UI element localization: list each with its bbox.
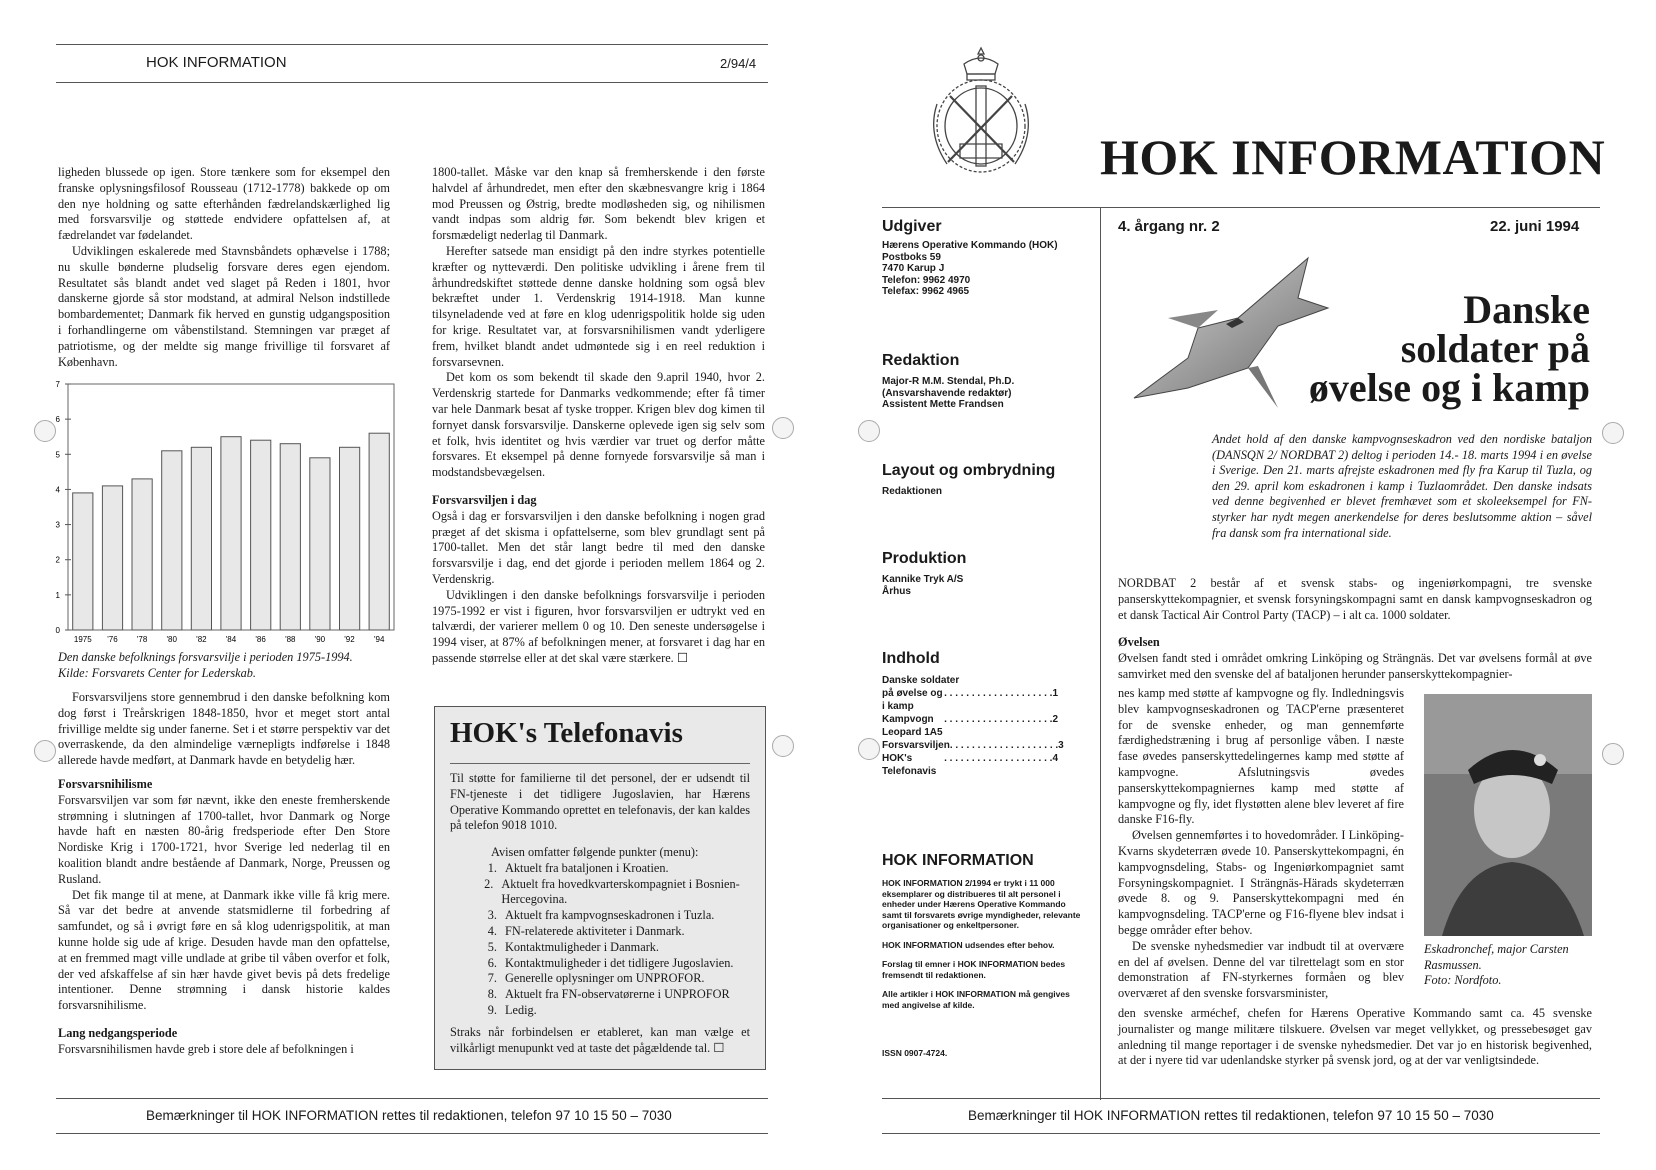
produktion-line: Århus bbox=[882, 585, 911, 597]
paragraph: Udviklingen eskalerede med Stavnsbåndets ophævelse i 1788; nu skulle bønderne pludselig forsvare deres egen ejendom. Resultatet sås blandt andet ved slaget på Reden i 1801, hvor danskerne gjorde så stor modstand, at admiral Nelson indstillede bombardementet; Danmark fik herved en gunstig udgangsposition i forhandlingerne om våbenstilstand. Stemningen var præget af patriotisme, og der meldte sig mange frivillige til forsvaret af København. bbox=[58, 243, 390, 369]
telefonavis-box bbox=[434, 706, 766, 1070]
menu-item-text: Aktuelt fra kampvognseskadronen i Tuzla. bbox=[505, 908, 715, 923]
headline bbox=[1250, 287, 1590, 410]
paragraph: NORDBAT 2 består af et svensk stabs- og ingeniørkompagni, tre svenske panserskyttekompagnier, et svensk forsyningskompagni samt en dansk kampvognseskadron og et dansk Tactical Air Control Party (TACP) – i alt ca. 1000 soldater. bbox=[1118, 576, 1592, 622]
menu-item-number: 7. bbox=[487, 971, 497, 986]
footer-rule-bottom bbox=[882, 1133, 1600, 1134]
chart-x-axis bbox=[74, 635, 385, 644]
headline-line: øvelse og i kamp bbox=[1308, 365, 1590, 410]
toc-entry[interactable] bbox=[882, 687, 1058, 713]
menu-item bbox=[475, 877, 755, 909]
army-emblem-icon bbox=[922, 44, 1040, 182]
colophon-info bbox=[882, 852, 1082, 1060]
menu-item bbox=[475, 908, 755, 924]
photo-caption-line: Foto: Nordfoto. bbox=[1424, 973, 1502, 987]
left-footer: Bemærkninger til HOK INFORMATION rettes til redaktionen, telefon 97 10 15 50 – 7030 bbox=[146, 1108, 672, 1123]
forsvarsvilje-chart bbox=[52, 378, 397, 650]
menu-item-text: Aktuelt fra FN-observatørerne i UNPROFOR bbox=[505, 987, 730, 1002]
udgiver-details bbox=[882, 240, 1092, 298]
article-final bbox=[1118, 1006, 1592, 1069]
chart-x-tick-label: '88 bbox=[285, 635, 296, 644]
footer-rule-top bbox=[56, 1098, 768, 1099]
colophon-layout bbox=[882, 462, 1092, 498]
colophon-heading-produktion: Produktion bbox=[882, 550, 967, 567]
chart-y-axis bbox=[56, 380, 71, 635]
menu-item bbox=[475, 987, 755, 1003]
colophon-heading-info: HOK INFORMATION bbox=[882, 852, 1034, 869]
left-col1-top bbox=[58, 165, 390, 370]
menu-intro: Avisen omfatter følgende punkter (menu): bbox=[491, 845, 699, 859]
chart-x-tick-label: '84 bbox=[225, 635, 237, 644]
chart-x-tick-label: '92 bbox=[344, 635, 355, 644]
chart-y-tick-label: 5 bbox=[55, 450, 60, 460]
menu-list bbox=[475, 861, 755, 1019]
photo-caption bbox=[1424, 942, 1569, 989]
menu-item-number: 4. bbox=[487, 923, 497, 938]
telefonavis-menu bbox=[475, 845, 755, 1019]
info-distribution: HOK INFORMATION 2/1994 er trykt i 11 000 eksemplarer og distribueres til alt personel i enheder under Hærens Operative Kommando samt til forsvarets øvrige myndigheder, relevante organisationer og enkeltpersoner. bbox=[882, 878, 1081, 930]
toc-page: 4 bbox=[1052, 753, 1058, 764]
toc-page: 3 bbox=[1058, 740, 1064, 751]
chart-x-tick-label: '80 bbox=[166, 635, 177, 644]
chart-x-tick-label: '86 bbox=[255, 635, 266, 644]
colophon-heading-layout: Layout og ombrydning bbox=[882, 462, 1056, 479]
menu-item bbox=[475, 924, 755, 940]
chart-y-tick-label: 4 bbox=[55, 485, 60, 495]
table-of-contents bbox=[882, 674, 1064, 778]
colophon-indhold bbox=[882, 650, 1064, 778]
chart-x-tick-label: '82 bbox=[196, 635, 207, 644]
chart-y-tick-label: 6 bbox=[55, 415, 60, 425]
telefonavis-title: HOK's Telefonavis bbox=[450, 717, 683, 749]
headline-line: Danske bbox=[1463, 287, 1590, 332]
punch-hole bbox=[858, 738, 880, 760]
chart-x-tick-label: '78 bbox=[136, 635, 148, 644]
subheading: Øvelsen bbox=[1118, 635, 1160, 650]
toc-label: på øvelse og i kamp bbox=[882, 688, 943, 712]
chart-bar bbox=[102, 486, 122, 630]
colophon-heading-indhold: Indhold bbox=[882, 650, 940, 667]
punch-hole bbox=[1602, 743, 1624, 765]
photo-caption-line: Rasmussen. bbox=[1424, 957, 1482, 972]
toc-label: Kampvogn Leopard 1A5 bbox=[882, 714, 943, 738]
menu-item-number: 2. bbox=[484, 876, 494, 891]
footer-rule-top bbox=[882, 1098, 1600, 1099]
chart-y-tick-label: 0 bbox=[55, 626, 60, 635]
toc-label: Forsvarsviljen bbox=[882, 740, 950, 751]
chart-bar bbox=[251, 440, 271, 630]
chart-x-tick-label: '76 bbox=[107, 635, 118, 644]
udgiver-line: Telefax: 9962 4965 bbox=[882, 286, 970, 297]
layout-details: Redaktionen bbox=[882, 486, 943, 497]
chart-x-tick-label: '90 bbox=[314, 635, 326, 644]
toc-entry[interactable] bbox=[882, 713, 1058, 739]
chart-caption-source: Kilde: Forsvarets Center for Lederskab. bbox=[58, 665, 256, 680]
paragraph: Øvelsen fandt sted i området omkring Linköping og Strängnäs. Det var øvelsens formål at øve samvirket med den svenske del af bataljonen herunder panserskyttekompagnier- bbox=[1118, 651, 1592, 681]
udgiver-line: 7470 Karup J bbox=[882, 263, 945, 274]
paragraph: Forsvarsviljen var som før nævnt, ikke den eneste fremherskende strømning i slutningen af 1700-tallet, hvor Danmark og Norge havde haft en næsten 80-årig fredsperiode efter Den Store Nordiske Krig i 1700-1721, hvor Sverige led nederlag til en koalition blandt andre bestående af Danmark, Norge, Preussen og Rusland. bbox=[58, 792, 390, 886]
chart-bar bbox=[191, 447, 211, 630]
telefonavis-intro: Til støtte for familierne til det personel, der er udsendt til FN-tjeneste i det tidligere Jugoslavien, har Hærens Operative Kommando oprettet en telefonavis, der kan kaldes på telefon 9018 1010. bbox=[450, 771, 750, 833]
menu-item bbox=[475, 861, 755, 877]
article-lead: Andet hold af den danske kampvognseskadron ved den nordiske bataljon (DANSQN 2/ NORDBAT 2) deltog i perioden 14.- 18. marts 1994 i en øvelse i Sverige. Den 21. marts afrejste eskadronen med fly fra Karup til Tuzla, og den 29. april kom eskadronen i kamp i Tuzlaområdet. Den danske indsats ved denne begivenhed er blevet fremhævet som et skoleeksempel for FN-styrker har nydt megen anerkendelse for deres beslutsomme aktion – såvel fra dansk som fra international side. bbox=[1212, 432, 1592, 540]
photo-caption-line: Eskadronchef, major Carsten bbox=[1424, 942, 1569, 956]
menu-item-text: Generelle oplysninger om UNPROFOR. bbox=[505, 971, 705, 986]
redaktion-line: (Ansvarshavende redaktør) bbox=[882, 387, 1012, 399]
toc-label: HOK's Telefonavis bbox=[882, 753, 937, 777]
masthead-rule bbox=[882, 207, 1600, 208]
subheading: Forsvarsviljen i dag bbox=[432, 492, 537, 507]
paragraph: De svenske nyhedsmedier var indbudt til at overvære en del af øvelsen. Denne del var tilrettelagt som en stor demonstration af FN-styrkernes formåen og blev overværet af den svenske forsvarsminister, bbox=[1118, 938, 1404, 1001]
telefonavis-outro: Straks når forbindelsen er etableret, kan man vælge et vilkårligt menupunkt ved at taste det pågældende tal. ☐ bbox=[450, 1025, 750, 1055]
menu-item-text: Kontaktmuligheder i Danmark. bbox=[505, 939, 660, 954]
chart-bar bbox=[73, 493, 93, 630]
menu-item-number: 8. bbox=[487, 987, 497, 1002]
redaktion-line: Major-R M.M. Stendal, Ph.D. bbox=[882, 376, 1015, 387]
info-frequency: HOK INFORMATION udsendes efter behov. bbox=[882, 939, 1055, 950]
chart-bar bbox=[280, 444, 300, 630]
chart-y-tick-label: 3 bbox=[55, 520, 60, 530]
left-col1-bottom bbox=[58, 690, 390, 1058]
chart-y-tick-label: 1 bbox=[55, 590, 60, 600]
issn: ISSN 0907-4724. bbox=[882, 1048, 948, 1058]
right-footer: Bemærkninger til HOK INFORMATION rettes til redaktionen, telefon 97 10 15 50 – 7030 bbox=[968, 1108, 1494, 1123]
footer-rule-bottom bbox=[56, 1133, 768, 1134]
info-suggestions: Forslag til emner i HOK INFORMATION bedes fremsendt til redaktionen. bbox=[882, 959, 1066, 980]
menu-item-text: Kontaktmuligheder i det tidligere Jugoslavien. bbox=[505, 955, 734, 970]
colophon-redaktion bbox=[882, 352, 1092, 411]
toc-leader: . . . . . . . . . . . . . . . . . . . . bbox=[944, 714, 1053, 725]
chart-caption-title: Den danske befolknings forsvarsvilje i perioden 1975-1994. bbox=[58, 650, 353, 664]
paragraph: Øvelsen gennemførtes i to hovedområder. I Linköping-Kvarns skydeterræn øvede 10. Panserskyttekompagni, én kampvognsdeling, Stabs- og Ingeniørkompagniet samt Forsyningskompagniet. I Strängnäs-Härads skydeterræn øvede 8. og 9. Panserskyttekompagni med én kampvognsdeling. TACP'erne og F16-flyene blev indsat i begge områder efter behov. bbox=[1118, 828, 1404, 937]
paragraph: ligheden blussede op igen. Store tænkere som for eksempel den franske oplysningsfilosof Rousseau (1712-1778) bakkede op om den nye holdning og satte efterhånden fædrelandskærlighed lig med forsvarsvilje og støttede endvidere opfattelsen af, at fædrelandet var fødelandet. bbox=[58, 165, 390, 243]
article-intro bbox=[1118, 576, 1592, 683]
colophon-divider bbox=[1100, 208, 1101, 1100]
redaktion-details bbox=[882, 376, 1092, 411]
menu-item-number: 1. bbox=[487, 860, 497, 875]
paragraph: Det kom os som bekendt til skade den 9.april 1940, hvor 2. Verdenskrig startede for Danmarks vedkommende; efter få timer var hele Danmark besat af tyske tropper. Krigen blev dog kimen til fornyet dansk forsvarsvilje. Danskerne oplevede igen sig selv som et folk, hvis identitet og hvis værdier var truet og derfor måtte forsvares. Et eksempel på denne fornyede forsvarsvilje så man i modstandsbevægelsen. bbox=[432, 370, 765, 480]
punch-hole bbox=[772, 735, 794, 757]
chart-x-tick-label: '94 bbox=[373, 635, 385, 644]
header-rule-bottom bbox=[56, 82, 768, 83]
masthead-title: HOK INFORMATION bbox=[1100, 129, 1606, 185]
chart-bars bbox=[73, 433, 390, 630]
menu-item-number: 9. bbox=[487, 1002, 497, 1017]
produktion-details bbox=[882, 574, 1092, 597]
paragraph: Forsvarsnihilismen havde greb i store dele af befolkningen i bbox=[58, 1041, 354, 1056]
chart-bar bbox=[132, 479, 152, 630]
paragraph: den svenske arméchef, chefen for Hærens Operative Kommando samt ca. 45 svenske journalister og mange militære tilskuere. Øvelsen var meget vellykket, og pressebesøget gav anledning til mange reportager i de svenske nyhedsmedier. Det var jo en historisk begivenhed, at der i nyere tid var udenlandske styrker på svensk jord, og at der var venligtsindede. bbox=[1118, 1006, 1592, 1068]
menu-item bbox=[475, 1003, 755, 1019]
colophon-heading-redaktion: Redaktion bbox=[882, 352, 960, 369]
redaktion-line: Assistent Mette Frandsen bbox=[882, 399, 1004, 410]
left-col2 bbox=[432, 165, 765, 667]
udgiver-line: Telefon: 9962 4970 bbox=[882, 274, 971, 286]
udgiver-line: Postboks 59 bbox=[882, 251, 941, 263]
menu-item-text: FN-relaterede aktiviteter i Danmark. bbox=[505, 923, 685, 938]
article-narrow-column bbox=[1118, 686, 1404, 1002]
udgiver-line: Hærens Operative Kommando (HOK) bbox=[882, 240, 1058, 251]
punch-hole bbox=[34, 420, 56, 442]
punch-hole bbox=[1602, 422, 1624, 444]
toc-leader: . . . . . . . . . . . . . . . . . . . . bbox=[944, 688, 1053, 699]
chart-bar bbox=[369, 433, 389, 630]
paragraph: Forsvarsviljens store gennembrud i den danske befolkning kom dog først i Treårskrigen 1848-1850, hvor et meget stort antal frivillige meldte sig under fanerne. Set i et større perspektiv var det overraskende, da den almindelige værnepligts indførelse i 1848 allerede havde medført, at Danmark havde en betydelig hær. bbox=[58, 690, 390, 768]
menu-item-text: Aktuelt fra bataljonen i Kroatien. bbox=[505, 860, 669, 875]
punch-hole bbox=[772, 417, 794, 439]
menu-item bbox=[475, 940, 755, 956]
chart-y-tick-label: 2 bbox=[55, 555, 60, 565]
colophon-heading-udgiver: Udgiver bbox=[882, 218, 942, 235]
punch-hole bbox=[34, 740, 56, 762]
header-rule-top bbox=[56, 44, 768, 45]
paragraph: Herefter satsede man ensidigt på den indre styrkes potentielle kræfter og nytteværdi. Den politiske udvikling i årene frem til århundredskiftet støttede denne danske holdning som også blev bekræftet under 1. Verdenskrig 1914-1918. Man kunne tilsyneladende ved at føre en klog udenrigspolitik holde sig uden for krige. Resultatet var, at forsvarsnihilismen vandt yderligere frem, hvilket blandt andet udmøntede sig i en reel reduktion i forsvarsevnen. bbox=[432, 243, 765, 369]
menu-item-text: Aktuelt fra hovedkvarterskompagniet i Bosnien-Hercegovina. bbox=[501, 876, 740, 907]
toc-entry[interactable] bbox=[882, 739, 1064, 752]
chart-y-tick-label: 7 bbox=[55, 380, 60, 389]
menu-item-number: 3. bbox=[487, 908, 497, 923]
menu-item bbox=[475, 956, 755, 972]
punch-hole bbox=[858, 420, 880, 442]
menu-item-number: 5. bbox=[487, 939, 497, 954]
subheading: Forsvarsnihilisme bbox=[58, 776, 153, 791]
toc-leader: . . . . . . . . . . . . . . . . . . . . bbox=[949, 740, 1059, 751]
chart-caption bbox=[58, 650, 353, 681]
issue-date: 22. juni 1994 bbox=[1490, 218, 1580, 235]
headline-line: soldater på bbox=[1400, 326, 1590, 371]
toc-entry[interactable] bbox=[882, 752, 1058, 778]
chart-x-tick-label: 1975 bbox=[73, 635, 92, 644]
left-header-page: 2/94/4 bbox=[720, 56, 757, 71]
toc-page: 2 bbox=[1052, 714, 1058, 725]
menu-item bbox=[475, 971, 755, 987]
issue-number: 4. årgang nr. 2 bbox=[1118, 218, 1220, 235]
left-header-title: HOK INFORMATION bbox=[146, 54, 287, 71]
colophon-produktion bbox=[882, 550, 1092, 597]
toc-leader: . . . . . . . . . . . . . . . . . . . . bbox=[944, 753, 1053, 764]
paragraph: 1800-tallet. Måske var den knap så fremherskende i den første halvdel af århundredet, men efter den skæbnesvangre krig i 1864 mod Preussen og Østrig, bredte modløsheden sig, og nihilismen vandt indpas som aldrig før. Som bekendt blev krigen et forsmædeligt nederlag til Danmark. bbox=[432, 165, 765, 243]
toc-page: 1 bbox=[1052, 688, 1058, 699]
paragraph: Også i dag er forsvarsviljen i den danske befolkning i nogen grad præget af det skisma i opfattelserne, som blev grundlagt sent på 1700-tallet. Men det står langt bedre til med den danske forsvarsvilje i dag, end det gjorde i perioden mellem 1864 og 2. Verdenskrig. bbox=[432, 508, 765, 586]
telefonavis-rule bbox=[450, 763, 750, 764]
info-copyright: Alle artikler i HOK INFORMATION må gengives med angivelse af kilde. bbox=[882, 989, 1070, 1010]
colophon bbox=[882, 218, 1092, 298]
paragraph: Udviklingen i den danske befolknings forsvarsvilje i perioden 1975-1992 er vist i figuren, hvor forsvarsviljen er udtrykt ved en talværdi, der varierer mellem 0 og 10. Den seneste undersøgelse i 1994 viser, at 87% af befolkningen mener, at forsvaret i dag har en passende størrelse eller at det skal være stærkere. ☐ bbox=[432, 587, 765, 665]
chart-bar bbox=[340, 447, 360, 630]
chart-bar bbox=[162, 451, 182, 630]
paragraph: Det fik mange til at mene, at Danmark ikke ville få krig mere. Så var det bedre at anvende statsmidlerne til forbedring af samfundet, og så i øvrigt føre en så klog udenrigspolitik, at man kunne holde sig ude af krige. Desuden havde man den opfattelse, at en fremmed magt ville undlade at gribe til våben overfor et folk, der ved afskaffelse af sin hær havde givet bevis på dets fredelige intentioner. Denne strømning i dansk historie kaldes forsvarsnihilisme. bbox=[58, 887, 390, 1013]
menu-item-number: 6. bbox=[487, 955, 497, 970]
chart-bar bbox=[221, 437, 241, 630]
chart-bar bbox=[310, 458, 330, 630]
portrait-photo bbox=[1424, 694, 1592, 936]
subheading: Lang nedgangsperiode bbox=[58, 1025, 178, 1040]
menu-item-text: Ledig. bbox=[505, 1002, 537, 1017]
toc-label: Danske soldater bbox=[882, 675, 960, 686]
produktion-line: Kannike Tryk A/S bbox=[882, 574, 964, 585]
paragraph: nes kamp med støtte af kampvogne og fly. Indledningsvis blev kampvognseskadronen og TACP'erne præsenteret for de svenske enheder, og man gennemførte færdighedstræning i brug af personlige våben. I næste fase øvedes panserskyttedelingernes kamp med støtte af kampvogne. Afslutningsvis øvedes panserskyttekompagniernes kamp med støtte af kampvogne og fly, idet flystøtten alene blev leveret af fire danske F16-fly. bbox=[1118, 686, 1404, 827]
